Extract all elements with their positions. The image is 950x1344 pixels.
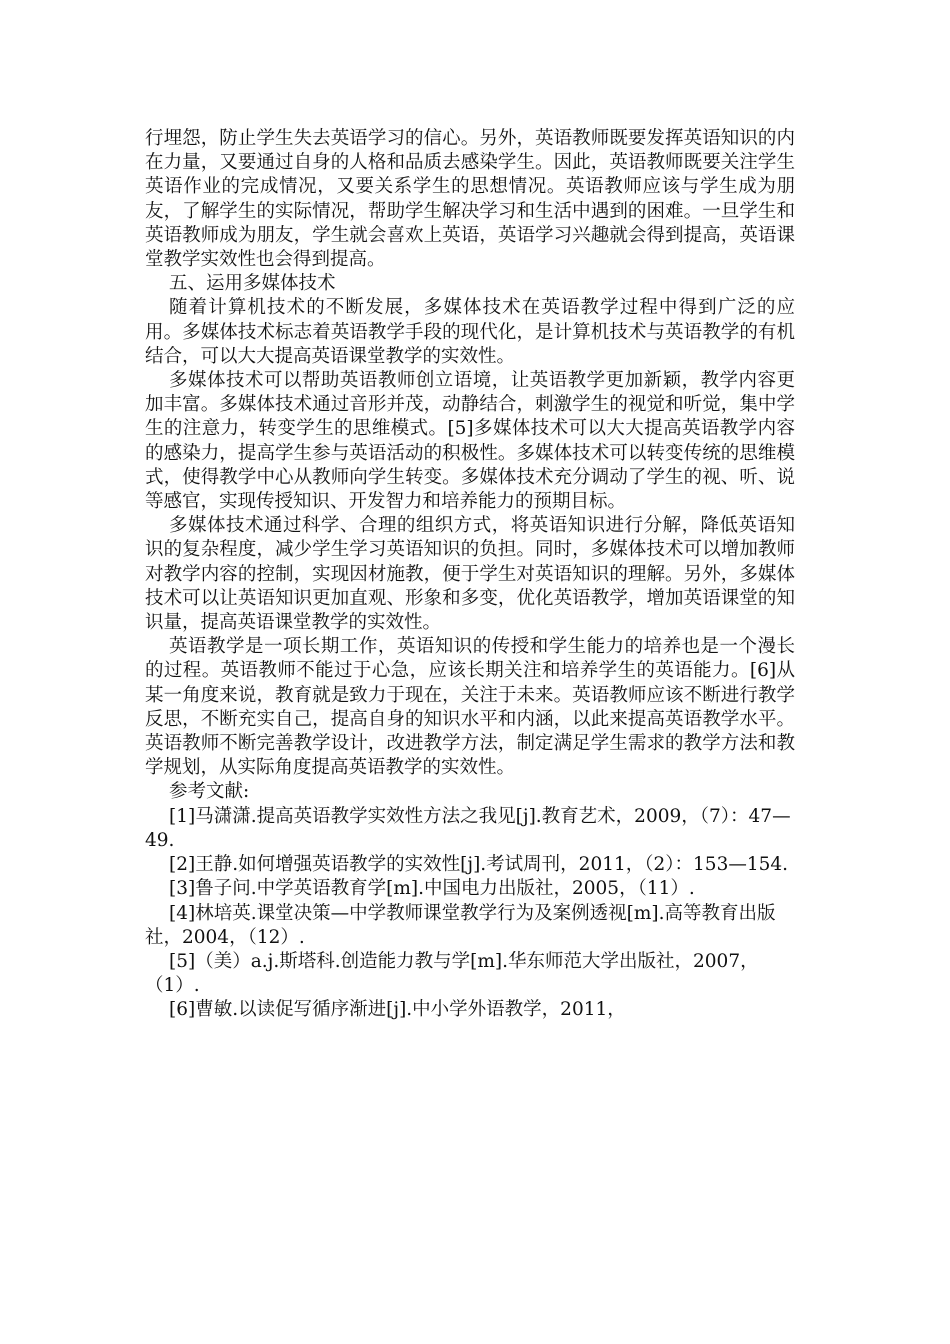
reference-item: [5]（美）a.j.斯塔科.创造能力教与学[m].华东师范大学出版社，2007，（1）. [145,950,759,997]
paragraph: 多媒体技术可以帮助英语教师创立语境，让英语教学更加新颖，教学内容更加丰富。多媒体技术通过音形并茂，动静结合，刺激学生的视觉和听觉，集中学生的注意力，转变学生的思维模式。[5]多媒体技术可以大大提高英语教学内容的感染力，提高学生参与英语活动的积极性。多媒体技术可以转变传统的思维模式，使得教学中心从教师向学生转变。多媒体技术充分调动了学生的视、听、说等感官，实现传授知识、开发智力和培养能力的预期目标。 [145,370,795,513]
paragraph: 多媒体技术通过科学、合理的组织方式，将英语知识进行分解，降低英语知识的复杂程度，减少学生学习英语知识的负担。同时，多媒体技术可以增加教师对教学内容的控制，实现因材施教，便于学生对英语知识的理解。另外，多媒体技术可以让英语知识更加直观、形象和多变，优化英语教学，增加英语课堂的知识量，提高英语课堂教学的实效性。 [145,515,795,634]
paragraph: 英语教学是一项长期工作，英语知识的传授和学生能力的培养也是一个漫长的过程。英语教师不能过于心急，应该长期关注和培养学生的英语能力。[6]从某一角度来说，教育就是致力于现在，关注于未来。英语教师应该不断进行教学反思，不断充实自己，提高自身的知识水平和内涵，以此来提高英语教学水平。英语教师不断完善教学设计，改进教学方法，制定满足学生需求的教学方法和教学规划，从实际角度提高英语教学的实效性。 [145,636,795,779]
reference-item: [6]曹敏.以读促写循序渐进[j].中小学外语教学，2011， [169,999,626,1021]
document-body [145,127,795,1023]
reference-item: [1]马潇潇.提高英语教学实效性方法之我见[j].教育艺术，2009，（7）：47—49. [145,805,791,851]
section-heading: 五、运用多媒体技术 [169,273,336,295]
references-heading: 参考文献: [169,781,250,803]
paragraph-continuation: 行埋怨，防止学生失去英语学习的信心。另外，英语教师既要发挥英语知识的内在力量，又要通过自身的人格和品质去感染学生。因此，英语教师既要关注学生英语作业的完成情况，又要关系学生的思想情况。英语教师应该与学生成为朋友，了解学生的实际情况，帮助学生解决学习和生活中遇到的困难。一旦学生和英语教师成为朋友，学生就会喜欢上英语，英语学习兴趣就会得到提高，英语课堂教学实效性也会得到提高。 [145,128,795,271]
reference-item: [4]林培英.课堂决策—中学教师课堂教学行为及案例透视[m].高等教育出版社，2004，（12）. [145,902,776,948]
paragraph: 随着计算机技术的不断发展，多媒体技术在英语教学过程中得到广泛的应用。多媒体技术标志着英语教学手段的现代化，是计算机技术与英语教学的有机结合，可以大大提高英语课堂教学的实效性。 [145,297,795,367]
reference-item: [3]鲁子问.中学英语教育学[m].中国电力出版社，2005，（11）. [169,878,695,900]
reference-item: [2]王静.如何增强英语教学的实效性[j].考试周刊，2011，（2）：153—154. [169,854,789,876]
